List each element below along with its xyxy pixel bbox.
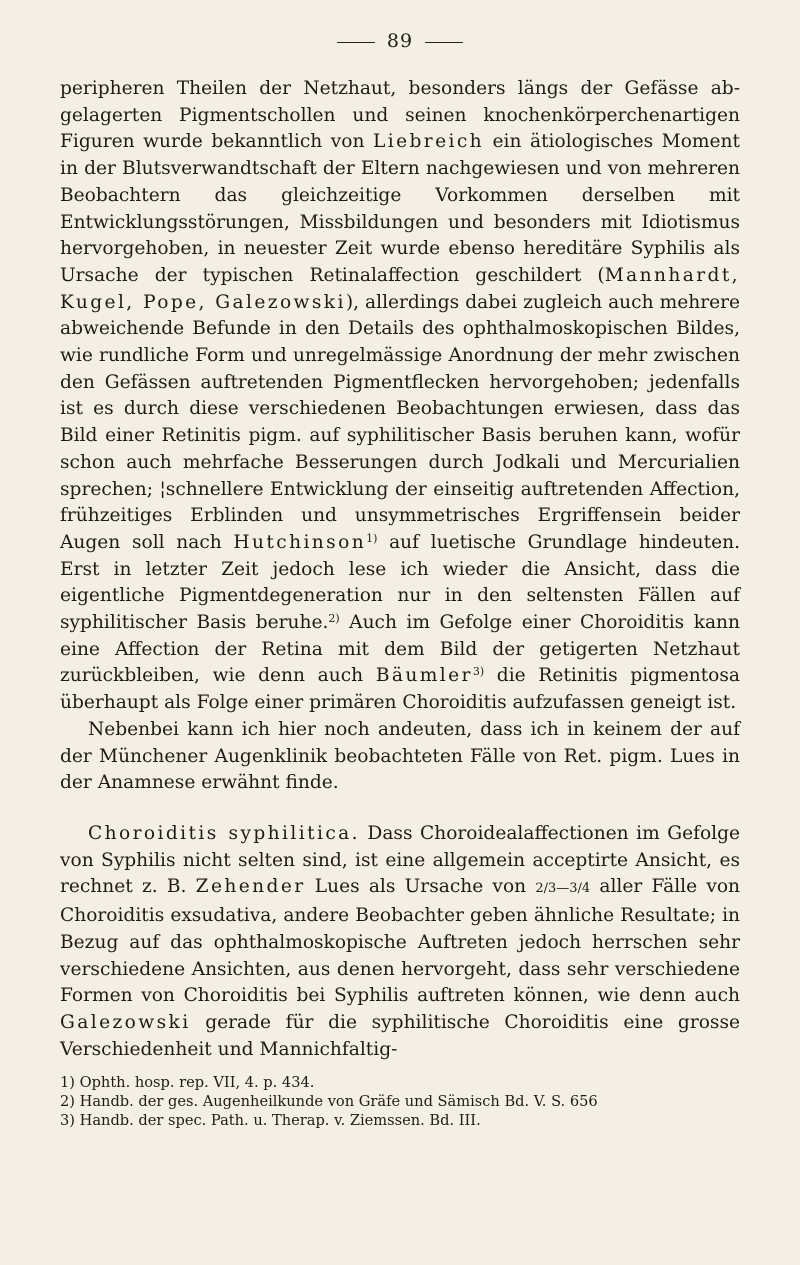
- footnotes: [60, 1073, 740, 1130]
- text-run: auf luetische Grundlage hindeuten. Erst in letzter Zeit jedoch lese ich wieder die Ansicht, dass die eigentliche Pigmentdegeneration nur in den seltensten Fällen auf syphilitischer Basis beruhe.: [60, 531, 740, 634]
- footnote-3: 3) Handb. der spec. Path. u. Therap. v. Ziemssen. Bd. III.: [60, 1112, 481, 1130]
- author-name: Zehender: [195, 876, 306, 898]
- paragraph-muenchen: Nebenbei kann ich hier noch andeuten, dass ich in keinem der auf der Münchener Augenklinik beobachteten Fälle von Ret. pigm. Lues in der Anamnese erwähnt finde.: [60, 718, 740, 794]
- text-run: Lues als Ursache von: [305, 876, 536, 898]
- footnote-ref: 2): [328, 612, 340, 626]
- text-run: peripheren Theilen der Netzhaut, besonders längs der Gefässe abgelagerten Pigmentschollen und seinen knochenkörperchenartigen Figuren wurde bekanntlich von: [60, 78, 740, 153]
- fraction: 2/3—3/4: [535, 881, 591, 897]
- footnote-1: 1) Ophth. hosp. rep. VII, 4. p. 434.: [60, 1074, 315, 1092]
- author-names: Mannhardt, Kugel, Pope, Galezowski: [60, 264, 740, 313]
- paragraph-retinitis: [60, 76, 740, 717]
- page-header: [60, 30, 740, 52]
- page-number: 89: [386, 30, 414, 52]
- text-run: die Retinitis pigmentosa überhaupt als Folge einer primären Choroiditis aufzufassen geneigt ist.: [60, 665, 740, 714]
- text-run: gerade für die syphilitische Choroiditis eine grosse Verschiedenheit und Mannichfaltig-: [60, 1011, 740, 1060]
- author-name: Bäumler: [375, 665, 473, 687]
- text-run: Dass Choroidealaffectionen im Gefolge von Syphilis nicht selten sind, ist eine allgemein acceptirte Ansicht, es rechnet z. B.: [60, 822, 741, 898]
- author-name: Liebreich: [373, 131, 485, 153]
- text-run: Auch im Gefolge einer Choroiditis kann eine Affection der Retina mit dem Bild der getigerten Netzhaut zurückbleiben, wie denn auch: [60, 612, 740, 687]
- book-page: [60, 30, 740, 1130]
- text-run: aller Fälle von Choroiditis exsudativa, andere Beobachter geben ähnliche Resultate; in Bezug auf das ophthalmoskopische Auftreten jedoch herrschen sehr verschiedene Ansichten, aus denen hervorgeht, dass sehr verschiedene Formen von Choroiditis bei Syphilis auftreten können, wie denn auch: [60, 876, 740, 1007]
- paragraph-choroiditis: [60, 821, 740, 1063]
- header-dash-right: [425, 42, 463, 43]
- author-name: Hutchinson: [233, 531, 367, 553]
- section-heading: Choroiditis syphilitica.: [88, 822, 360, 844]
- header-dash-left: [337, 42, 375, 43]
- footnote-2: 2) Handb. der ges. Augenheilkunde von Gräfe und Sämisch Bd. V. S. 656: [60, 1093, 598, 1111]
- author-name: Galezowski: [60, 1011, 191, 1033]
- footnote-ref: 3): [472, 665, 485, 679]
- text-run: ), allerdings dabei zugleich auch mehrere abweichende Befunde in den Details des ophthalmoskopischen Bildes, wie rundliche Form und unregelmässige Anordnung der mehr zwischen den Gefässen auftretenden Pigmentflecken hervorgehoben; jedenfalls ist es durch diese verschiedenen Beobachtungen erwiesen, dass das Bild einer Retinitis pigm. auf syphilitischer Basis beruhen kann, wofür schon auch mehrfache Besserungen durch Jodkali und Mercurialien sprechen; ¦schnellere Entwicklung der einseitig auftretenden Affection, frühzeitiges Erblinden und unsymmetrisches Ergriffensein beider Augen soll nach: [60, 291, 740, 553]
- text-run: ein ätiologisches Moment in der Blutsverwandtschaft der Eltern nachgewiesen und von mehreren Beobachtern das gleichzeitige Vorkommen derselben mit Entwicklungsstörungen, Missbildungen und besonders mit Idiotismus hervorgehoben, in neuester Zeit wurde ebenso hereditäre Syphilis als Ursache der typischen Retinalaffection geschildert (: [60, 131, 740, 286]
- footnote-ref: 1): [366, 531, 378, 545]
